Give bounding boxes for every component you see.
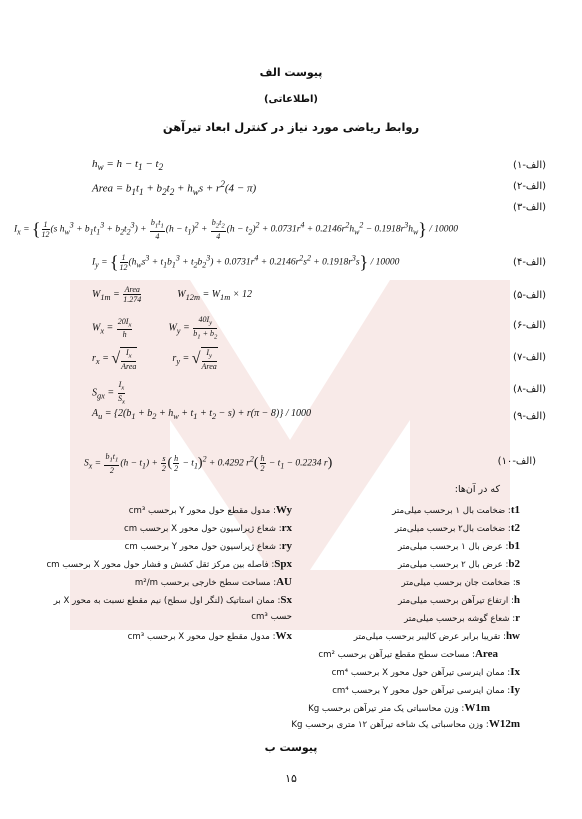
- equation-label: (الف-۴): [513, 257, 546, 268]
- equation-label: (الف-۲): [513, 181, 546, 192]
- equation-9-formula: $A_u = \{2(b_1 + b_2 + h_w + t_1 + t_2 - s) + r(\pi - 8)\} / 1000$: [92, 408, 311, 421]
- appendix-info: (اطلاعاتی): [263, 94, 319, 105]
- next-appendix-title: پیوست ب: [264, 741, 318, 754]
- definition-item: rx: شعاع ژیراسیون حول محور X برحسب cm: [123, 522, 292, 534]
- equation-label: (الف-۵): [513, 290, 546, 301]
- equation-label: (الف-۳): [513, 202, 546, 213]
- definition-item: s: ضخامت جان برحسب میلی‌متر: [401, 576, 520, 588]
- definition-item: b2: عرض بال ۲ برحسب میلی‌متر: [397, 558, 520, 570]
- definition-item: Wx: مدول مقطع حول محور X برحسب cm³: [127, 630, 292, 642]
- definition-item: حسب cm³: [251, 612, 292, 622]
- definition-item: W12m: وزن محاسباتی یک شاخه تیرآهن ۱۲ متری برحسب Kg: [291, 718, 520, 730]
- definition-item: Ix: ممان اینرسی تیرآهن حول محور X برحسب cm⁴: [331, 666, 520, 678]
- equation-label: (الف-۷): [513, 352, 546, 363]
- definition-item: Sx: ممان استاتیک (لنگر اول سطح) نیم مقطع نسبت به محور X بر: [53, 594, 292, 606]
- equation-4-formula: $I_y$ = { $\frac{1}{12}$ $(h_ws^3 + t_1b_1^3 + t_2b_2^3) + 0.0731r^4 + 0.2146r^2s^2 + 0.1918r^3s\} / 10000$: [92, 252, 400, 272]
- definition-item: Iy: ممان اینرسی تیرآهن حول محور Y برحسب cm⁴: [332, 684, 520, 696]
- definitions-section: [0, 480, 582, 730]
- definition-item: t1: ضخامت بال ۱ برحسب میلی‌متر: [392, 504, 520, 516]
- equation-label: (الف-۹): [513, 411, 546, 422]
- definition-item: hw: تقریبا برابر عرض کالیبر برحسب میلی‌متر: [353, 630, 520, 642]
- equation-5-formula: $W_{1m}$ = $\frac{\text{Area}}{1.274}$ $W_{12m} = W_{1m} \times 12$: [92, 285, 252, 304]
- equation-label: (الف-۱۰): [497, 456, 536, 467]
- definition-item: b1: عرض بال ۱ برحسب میلی‌متر: [397, 540, 520, 552]
- definition-item: t2: ضخامت بال۲ برحسب میلی‌متر: [394, 522, 520, 534]
- appendix-title: پیوست الف: [259, 66, 323, 79]
- equation-7-formula: $r_x$ = √ $\frac{I_x}{\text{Area}}$ $r_y$ = √ $\frac{I_y}{\text{Area}}$: [92, 348, 217, 371]
- definition-item: Spx: فاصله بین مرکز ثقل کشش و فشار حول محور X برحسب cm: [46, 558, 292, 570]
- equation-2-formula: Area = $b_1t_1 + b_2t_2 + h_ws + r^2(4 - \pi)$: [92, 179, 257, 197]
- equation-label: (الف-۶): [513, 320, 546, 331]
- definitions-intro: که در آن‌ها:: [454, 484, 500, 495]
- definition-item: Wy: مدول مقطع حول محور Y برحسب cm³: [128, 504, 292, 516]
- definition-item: AU: مساحت سطح خارجی برحسب m²/m: [134, 576, 292, 588]
- equation-1-formula: $h_w = h - t_1 - t_2$: [92, 158, 164, 173]
- definition-item: h: ارتفاع تیرآهن برحسب میلی‌متر: [398, 594, 520, 606]
- appendix-subtitle: روابط ریاضی مورد نیاز در کنترل ابعاد تیرآهن: [162, 120, 420, 134]
- page-number: ۱۵: [285, 772, 297, 785]
- equation-label: (الف-۸): [513, 384, 546, 395]
- equation-label: (الف-۱): [513, 160, 546, 171]
- definition-item: W1m: وزن محاسباتی یک متر تیرآهن برحسب Kg: [308, 702, 490, 714]
- definition-item: Area: مساحت سطح مقطع تیرآهن برحسب cm²: [318, 648, 498, 660]
- equation-8-formula: $S_{gx}$ = $\frac{I_x}{S_x}$: [92, 380, 125, 406]
- definition-item: r: شعاع گوشه برحسب میلی‌متر: [404, 612, 520, 624]
- definition-item: ry: شعاع ژیراسیون حول محور Y برحسب cm: [124, 540, 292, 552]
- equation-6-formula: $W_x$ = $\frac{20I_x}{h}$ $W_y$ = $\frac{40I_y}{b_1 + b_2}$: [92, 315, 218, 341]
- equation-3-formula: $I_x$ = { $\frac{1}{12}$ (s $h_w^3 + b_1t_1^3 + b_2t_2^3$) + $\frac{b_1t_1}{4}$ $(h - t_1)^2$ + $\frac{b_2t_2}{4}$ $(h - t_2)^2 + 0.0731r^4 + 0.2146r^2h_w^2 - 0.1918r^3h_w\} / 10000$: [14, 218, 459, 241]
- equation-10-formula: $S_x$ = $\frac{b_1t_1}{2}$ $(h - t_1)$ + $\frac{s}{2}$ ( $\frac{h}{2}$ − $t_1)^2 + 0.4292$ $r^2$( $\frac{h}{2}$ − $t_1 - 0.2234$ r): [84, 452, 333, 475]
